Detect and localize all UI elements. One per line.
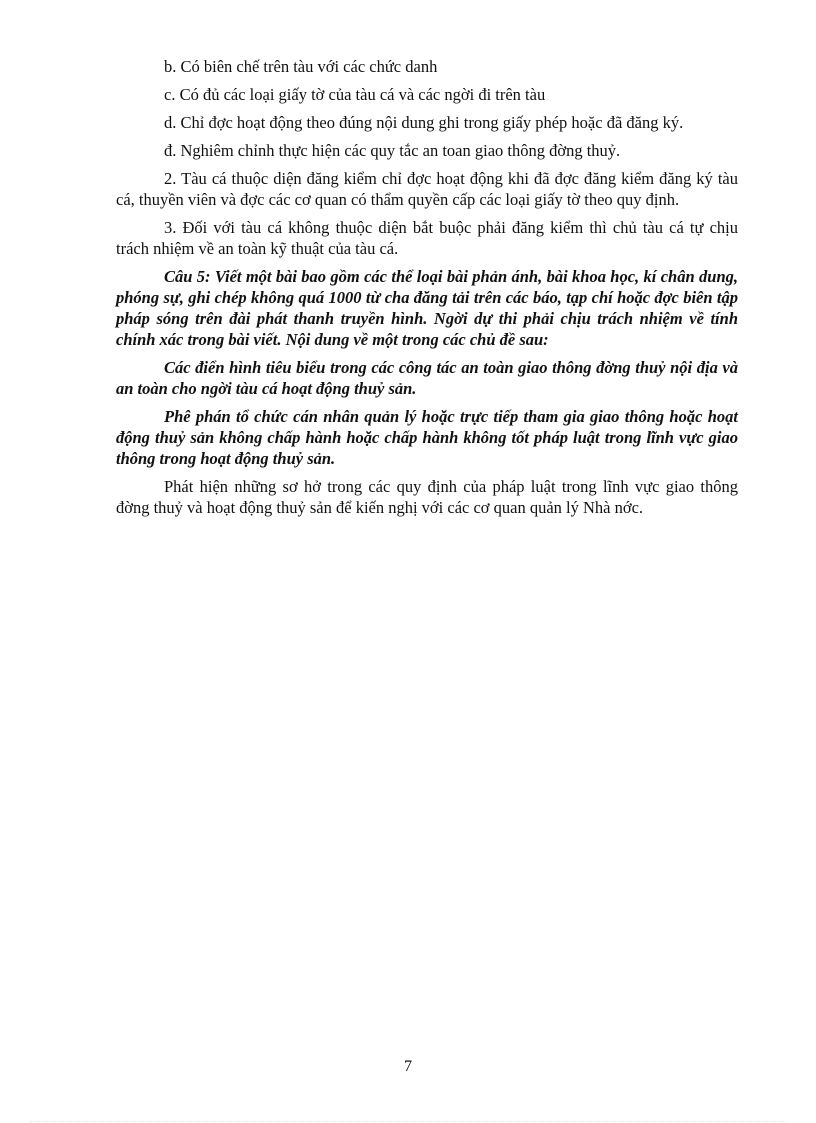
bottom-divider <box>30 1121 786 1122</box>
page-number: 7 <box>404 1058 412 1075</box>
topic-1: Các điển hình tiêu biểu trong các công tác an toàn giao thông đờng thuỷ nội địa và an toàn cho ngời tàu cá hoạt động thuỷ sản. <box>116 358 738 398</box>
paragraph-item-c: c. Có đủ các loại giấy tờ của tàu cá và các ngời đi trên tàu <box>164 85 546 104</box>
paragraph-item-b: b. Có biên chế trên tàu với các chức danh <box>164 57 438 76</box>
paragraph-item-d: d. Chỉ đợc hoạt động theo đúng nội dung ghi trong giấy phép hoặc đã đăng ký. <box>164 113 684 132</box>
document-body <box>116 56 738 525</box>
paragraph-clause-3: 3. Đối với tàu cá không thuộc diện bắt buộc phải đăng kiểm thì chủ tàu cá tự chịu trách nhiệm về an toàn kỹ thuật của tàu cá. <box>116 218 738 258</box>
topic-2: Phê phán tổ chức cán nhân quản lý hoặc trực tiếp tham gia giao thông hoặc hoạt động thuỷ sản không chấp hành hoặc chấp hành không tốt pháp luật trong lĩnh vực giao thông trong hoạt động thuỷ sản. <box>116 407 738 468</box>
paragraph-clause-2: 2. Tàu cá thuộc diện đăng kiểm chỉ đợc hoạt động khi đã đợc đăng kiểm đăng ký tàu cá, thuyền viên và đợc các cơ quan có thẩm quyền cấp các loại giấy tờ theo quy định. <box>116 169 738 209</box>
paragraph-item-dd: đ. Nghiêm chỉnh thực hiện các quy tắc an toan giao thông đờng thuỷ. <box>164 141 621 160</box>
question-5: Câu 5: Viết một bài bao gồm các thể loại bài phản ánh, bài khoa học, kí chân dung, phóng sự, ghi chép không quá 1000 từ cha đăng tải trên các báo, tạp chí hoặc đợc biên tập pháp sóng trên đài phát thanh truyền hình. Ngời dự thi phải chịu trách nhiệm về tính chính xác trong bài viết. Nội dung về một trong các chủ đề sau: <box>116 267 738 349</box>
topic-3: Phát hiện những sơ hở trong các quy định của pháp luật trong lĩnh vực giao thông đờng thuỷ và hoạt động thuỷ sản để kiến nghị với các cơ quan quản lý Nhà nớc. <box>116 477 738 517</box>
